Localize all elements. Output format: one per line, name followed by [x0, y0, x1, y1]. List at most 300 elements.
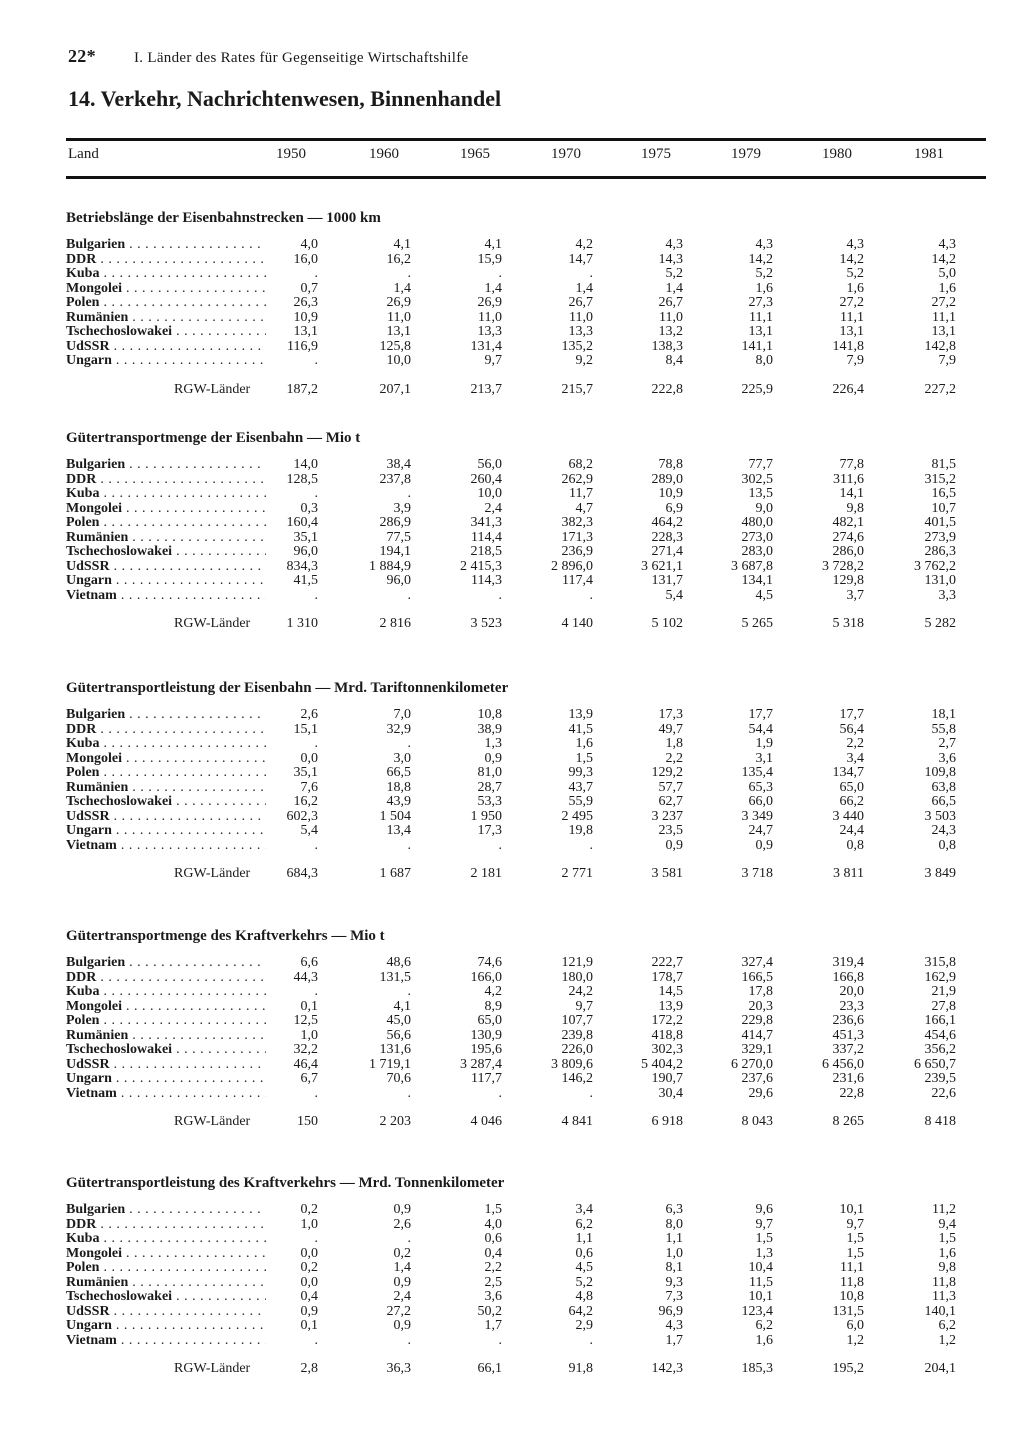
table-cell: . — [589, 266, 593, 281]
table-cell: 8,9 — [484, 998, 502, 1014]
table-cell: 401,5 — [924, 515, 956, 530]
table-cell: 142,8 — [924, 338, 956, 354]
table-cell: 32,2 — [293, 1042, 318, 1057]
table-row — [66, 766, 986, 781]
header-bottom-rule — [66, 176, 986, 179]
table-cell: . — [314, 1332, 318, 1348]
table-cell: . — [407, 1085, 411, 1101]
table-cell: 1,4 — [665, 280, 683, 296]
table-cell: 131,5 — [832, 1303, 864, 1319]
table-cell: 3 809,6 — [551, 1056, 593, 1072]
table-cell: 0,2 — [300, 1202, 318, 1217]
table-cell: 56,6 — [386, 1027, 411, 1043]
total-cell: 8 265 — [832, 1114, 864, 1129]
table-cell: 66,2 — [839, 794, 864, 809]
table-cell: 38,4 — [386, 457, 411, 472]
table-cell: 26,7 — [568, 295, 593, 310]
table-cell: 6 650,7 — [914, 1056, 956, 1072]
table-cell: 24,3 — [931, 823, 956, 838]
table-cell: 13,4 — [386, 823, 411, 838]
table-cell: 6,2 — [755, 1318, 773, 1333]
table-cell: 0,9 — [393, 1274, 411, 1290]
table-cell: 6 456,0 — [822, 1056, 864, 1072]
country-label: DDR . . . — [66, 253, 266, 268]
table-row — [66, 1058, 986, 1073]
section-title: Gütertransportmenge der Eisenbahn — Mio t — [66, 430, 361, 446]
table-row — [66, 1029, 986, 1044]
table-cell: 99,3 — [568, 765, 593, 780]
table-title: 14. Verkehr, Nachrichtenwesen, Binnenhandel — [68, 86, 502, 111]
table-cell: 236,6 — [832, 1013, 864, 1028]
table-row — [66, 824, 986, 839]
table-cell: 3 287,4 — [460, 1056, 502, 1072]
table-cell: 0,9 — [755, 837, 773, 853]
table-cell: 11,5 — [749, 1274, 773, 1290]
table-cell: 0,8 — [938, 837, 956, 853]
table-cell: 218,5 — [470, 544, 502, 559]
table-cell: 17,7 — [748, 707, 773, 722]
table-cell: . — [314, 984, 318, 999]
table-cell: 0,7 — [300, 280, 318, 296]
total-cell: 91,8 — [568, 1361, 593, 1376]
running-title: I. Länder des Rates für Gegenseitige Wirtschaftshilfe — [133, 50, 469, 66]
table-cell: 3 728,2 — [822, 558, 864, 574]
year-header: 1965 — [460, 146, 490, 162]
table-cell: 237,8 — [379, 471, 411, 487]
table-cell: 13,1 — [931, 324, 956, 339]
table-row — [66, 574, 986, 589]
table-cell: 14,5 — [658, 984, 683, 999]
table-row — [66, 340, 986, 355]
total-cell: 3 581 — [651, 866, 683, 881]
table-cell: 131,6 — [379, 1042, 411, 1057]
table-cell: 17,3 — [658, 707, 683, 722]
table-cell: 78,8 — [658, 457, 683, 472]
total-cell: 1 310 — [286, 616, 318, 631]
table-cell: 131,5 — [379, 969, 411, 985]
table-cell: 54,4 — [748, 721, 773, 737]
table-cell: 1,0 — [665, 1245, 683, 1261]
table-cell: 5,4 — [300, 823, 318, 838]
table-cell: 114,4 — [471, 529, 502, 545]
table-cell: 10,8 — [839, 1289, 864, 1304]
table-cell: 4,8 — [575, 1289, 593, 1304]
country-label: Ungarn . . . — [66, 574, 266, 589]
table-cell: 5,2 — [755, 266, 773, 281]
table-cell: 8,0 — [665, 1216, 683, 1232]
total-cell: 204,1 — [924, 1361, 956, 1376]
country-label: Vietnam . . . — [66, 589, 266, 604]
table-cell: 286,0 — [832, 544, 864, 559]
table-cell: . — [314, 837, 318, 853]
table-row — [66, 267, 986, 282]
table-row — [66, 708, 986, 723]
table-cell: . — [407, 1231, 411, 1246]
country-label: Mongolei . . . — [66, 282, 266, 297]
table-cell: 55,8 — [931, 721, 956, 737]
country-label: Polen . . . — [66, 516, 266, 531]
country-label: Mongolei . . . — [66, 752, 266, 767]
table-cell: . — [589, 587, 593, 603]
table-cell: . — [589, 837, 593, 853]
table-cell: 0,0 — [300, 1274, 318, 1290]
total-cell: 684,3 — [286, 866, 318, 881]
table-cell: 1 884,9 — [369, 558, 411, 574]
table-cell: 41,5 — [293, 573, 318, 588]
table-cell: 327,4 — [741, 955, 773, 970]
table-cell: 38,9 — [477, 721, 502, 737]
table-cell: 13,1 — [839, 324, 864, 339]
table-cell: 1,4 — [575, 280, 593, 296]
table-row — [66, 296, 986, 311]
table-cell: 262,9 — [561, 471, 593, 487]
table-cell: 3,4 — [575, 1202, 593, 1217]
table-cell: . — [407, 486, 411, 501]
table-cell: 9,2 — [575, 353, 593, 368]
table-cell: 2 415,3 — [460, 558, 502, 574]
table-row — [66, 1261, 986, 1276]
table-cell: 20,3 — [748, 998, 773, 1014]
table-cell: 4,7 — [575, 500, 593, 516]
table-cell: 11,8 — [840, 1274, 864, 1290]
table-cell: 14,7 — [568, 251, 593, 267]
table-cell: 13,9 — [568, 707, 593, 722]
table-cell: 454,6 — [924, 1027, 956, 1043]
total-cell: 187,2 — [286, 381, 318, 397]
country-label: Rumänien . . . — [66, 1276, 266, 1291]
table-cell: 8,0 — [755, 353, 773, 368]
total-cell: 5 102 — [651, 616, 683, 631]
table-cell: 0,1 — [300, 998, 318, 1014]
total-row — [66, 1111, 986, 1133]
table-cell: 414,7 — [741, 1027, 773, 1043]
page-number: 22* — [68, 46, 96, 66]
country-label: Kuba . . . — [66, 985, 266, 1000]
table-cell: . — [498, 837, 502, 853]
table-cell: 56,4 — [839, 721, 864, 737]
table-cell: . — [314, 1085, 318, 1101]
table-row — [66, 810, 986, 825]
table-cell: 1,0 — [300, 1216, 318, 1232]
table-row — [66, 545, 986, 560]
table-cell: 3 440 — [832, 808, 864, 824]
table-cell: 4,3 — [938, 237, 956, 252]
table-cell: 4,1 — [484, 237, 502, 252]
total-label: RGW-Länder — [174, 381, 251, 397]
total-cell: 66,1 — [477, 1361, 502, 1376]
total-cell: 3 849 — [924, 866, 956, 881]
year-header: 1960 — [369, 146, 399, 162]
table-cell: 11,3 — [932, 1289, 956, 1304]
table-cell: 24,2 — [568, 984, 593, 999]
table-cell: 96,0 — [386, 573, 411, 588]
table-cell: 1,6 — [755, 1332, 773, 1348]
table-cell: . — [314, 736, 318, 751]
table-cell: 3 687,8 — [731, 558, 773, 574]
table-cell: 4,3 — [665, 1318, 683, 1333]
table-cell: 65,3 — [748, 779, 773, 795]
total-row — [66, 613, 986, 635]
country-label: Tschechoslowakei . . . — [66, 1043, 266, 1058]
table-cell: 116,9 — [287, 338, 318, 354]
table-cell: 286,9 — [379, 515, 411, 530]
country-label: Bulgarien . . . — [66, 238, 266, 253]
table-cell: 302,5 — [741, 471, 773, 487]
table-cell: . — [589, 1332, 593, 1348]
table-section — [66, 430, 986, 635]
country-label: Vietnam . . . — [66, 1087, 266, 1102]
table-cell: 311,6 — [833, 471, 864, 487]
table-cell: 283,0 — [741, 544, 773, 559]
country-label: Kuba . . . — [66, 267, 266, 282]
country-label: Polen . . . — [66, 766, 266, 781]
table-cell: 81,0 — [477, 765, 502, 780]
total-cell: 2 816 — [379, 616, 411, 631]
table-cell: . — [498, 587, 502, 603]
table-cell: 1,0 — [300, 1027, 318, 1043]
total-cell: 3 718 — [741, 866, 773, 881]
table-cell: 77,7 — [748, 457, 773, 472]
table-cell: 0,4 — [484, 1245, 502, 1261]
table-cell: 5,4 — [665, 587, 683, 603]
total-cell: 222,8 — [651, 381, 683, 397]
table-row — [66, 325, 986, 340]
table-cell: 16,0 — [293, 251, 318, 267]
table-cell: 11,0 — [387, 309, 411, 325]
table-cell: 5,0 — [938, 266, 956, 281]
country-label: DDR . . . — [66, 971, 266, 986]
table-cell: 70,6 — [386, 1071, 411, 1086]
table-cell: 1,5 — [755, 1231, 773, 1246]
total-cell: 5 265 — [741, 616, 773, 631]
table-cell: 11,1 — [840, 309, 864, 325]
table-cell: 602,3 — [286, 808, 318, 824]
table-row — [66, 516, 986, 531]
table-cell: 315,2 — [924, 471, 956, 487]
table-cell: 10,9 — [293, 309, 318, 325]
table-cell: 274,6 — [832, 529, 864, 545]
total-cell: 1 687 — [379, 866, 411, 881]
table-cell: 6,7 — [300, 1071, 318, 1086]
table-cell: 382,3 — [561, 515, 593, 530]
total-row — [66, 863, 986, 885]
table-cell: 17,3 — [477, 823, 502, 838]
table-cell: 11,7 — [569, 486, 593, 501]
table-cell: 2,2 — [484, 1260, 502, 1275]
table-cell: 43,7 — [568, 779, 593, 795]
table-cell: 23,3 — [839, 998, 864, 1014]
table-cell: 2,4 — [484, 500, 502, 516]
table-cell: 171,3 — [561, 529, 593, 545]
table-cell: 10,4 — [748, 1260, 773, 1275]
table-cell: 6,2 — [938, 1318, 956, 1333]
table-cell: 1,2 — [938, 1332, 956, 1348]
table-cell: 1,6 — [846, 280, 864, 296]
table-cell: 356,2 — [924, 1042, 956, 1057]
table-cell: 10,0 — [386, 353, 411, 368]
table-cell: 1,1 — [665, 1231, 683, 1246]
table-cell: . — [407, 266, 411, 281]
table-cell: 114,3 — [471, 573, 502, 588]
table-cell: 4,5 — [575, 1260, 593, 1275]
country-label: Vietnam . . . — [66, 1334, 266, 1349]
total-cell: 4 140 — [561, 616, 593, 631]
table-cell: 239,5 — [924, 1071, 956, 1086]
total-cell: 4 841 — [561, 1114, 593, 1129]
table-cell: . — [407, 984, 411, 999]
table-cell: 0,6 — [575, 1245, 593, 1261]
table-cell: 166,8 — [832, 969, 864, 985]
total-cell: 225,9 — [741, 381, 773, 397]
table-cell: . — [314, 266, 318, 281]
table-cell: 146,2 — [561, 1071, 593, 1086]
country-label: DDR . . . — [66, 1218, 266, 1233]
table-cell: 3,4 — [846, 750, 864, 766]
table-cell: 10,1 — [839, 1202, 864, 1217]
total-cell: 226,4 — [832, 381, 864, 397]
table-cell: 1,5 — [484, 1202, 502, 1217]
table-cell: 172,2 — [651, 1013, 683, 1028]
table-cell: 13,3 — [477, 324, 502, 339]
table-cell: 15,9 — [477, 251, 502, 267]
table-cell: 4,2 — [484, 984, 502, 999]
table-cell: . — [407, 587, 411, 603]
table-cell: 117,7 — [471, 1071, 502, 1086]
table-cell: 65,0 — [839, 779, 864, 795]
table-row — [66, 1290, 986, 1305]
total-cell: 195,2 — [832, 1361, 864, 1376]
table-cell: 2,6 — [393, 1216, 411, 1232]
table-section — [66, 210, 986, 401]
country-label: Kuba . . . — [66, 487, 266, 502]
table-cell: 3 621,1 — [641, 558, 683, 574]
table-section — [66, 680, 986, 885]
table-cell: 1,5 — [846, 1231, 864, 1246]
table-cell: 9,7 — [484, 353, 502, 368]
table-cell: 50,2 — [477, 1303, 502, 1319]
table-cell: 125,8 — [379, 338, 411, 354]
country-label: Kuba . . . — [66, 1232, 266, 1247]
table-cell: 96,0 — [293, 544, 318, 559]
total-cell: 4 046 — [470, 1114, 502, 1129]
table-cell: 41,5 — [568, 721, 593, 737]
section-title: Betriebslänge der Eisenbahnstrecken — 1000 km — [66, 210, 381, 226]
table-cell: 4,3 — [665, 237, 683, 252]
country-label: DDR . . . — [66, 473, 266, 488]
total-label: RGW-Länder — [174, 616, 251, 631]
total-cell: 227,2 — [924, 381, 956, 397]
table-cell: 1,6 — [938, 1245, 956, 1261]
country-label: UdSSR . . . — [66, 1305, 266, 1320]
country-label: Mongolei . . . — [66, 1247, 266, 1262]
table-cell: 1,9 — [755, 736, 773, 751]
table-cell: 9,7 — [846, 1216, 864, 1232]
table-cell: 1,6 — [938, 280, 956, 296]
year-header: 1979 — [731, 146, 761, 162]
table-cell: 18,1 — [931, 707, 956, 722]
table-cell: 10,0 — [477, 486, 502, 501]
table-row — [66, 752, 986, 767]
table-cell: 48,6 — [386, 955, 411, 970]
table-cell: 0,0 — [300, 750, 318, 766]
country-label: Ungarn . . . — [66, 1319, 266, 1334]
table-cell: 1,4 — [484, 280, 502, 296]
country-label: Rumänien . . . — [66, 531, 266, 546]
table-cell: 286,3 — [924, 544, 956, 559]
total-cell: 5 282 — [924, 616, 956, 631]
country-label: Vietnam . . . — [66, 839, 266, 854]
table-cell: 64,2 — [568, 1303, 593, 1319]
table-cell: 46,4 — [293, 1056, 318, 1072]
section-title: Gütertransportmenge des Kraftverkehrs — Mio t — [66, 928, 385, 944]
table-cell: 3,3 — [938, 587, 956, 603]
table-cell: 11,0 — [659, 309, 683, 325]
table-cell: 162,9 — [924, 969, 956, 985]
total-cell: 6 918 — [651, 1114, 683, 1129]
table-cell: 231,6 — [832, 1071, 864, 1086]
table-cell: 1,4 — [393, 1260, 411, 1275]
table-cell: 12,5 — [293, 1013, 318, 1028]
table-cell: 1,3 — [484, 736, 502, 751]
table-cell: 0,4 — [300, 1289, 318, 1304]
country-label: Tschechoslowakei . . . — [66, 795, 266, 810]
table-cell: 228,3 — [651, 529, 683, 545]
table-cell: 35,1 — [293, 765, 318, 780]
table-cell: 8,4 — [665, 353, 683, 368]
table-cell: 7,6 — [300, 779, 318, 795]
table-cell: 11,0 — [478, 309, 502, 325]
table-cell: 3,7 — [846, 587, 864, 603]
table-row — [66, 1218, 986, 1233]
total-cell: 8 418 — [924, 1114, 956, 1129]
total-cell: 3 811 — [833, 866, 864, 881]
table-cell: 56,0 — [477, 457, 502, 472]
table-cell: 1,4 — [393, 280, 411, 296]
table-section — [66, 928, 986, 1133]
table-cell: 109,8 — [924, 765, 956, 780]
table-row — [66, 311, 986, 326]
running-header — [68, 46, 468, 67]
table-cell: 131,7 — [651, 573, 683, 588]
year-header: 1981 — [914, 146, 944, 162]
table-cell: . — [314, 587, 318, 603]
table-cell: 23,5 — [658, 823, 683, 838]
table-cell: 9,0 — [755, 500, 773, 516]
table-cell: 2,5 — [484, 1274, 502, 1290]
table-cell: 3 503 — [924, 808, 956, 824]
table-cell: 3,9 — [393, 500, 411, 516]
total-cell: 2 203 — [379, 1114, 411, 1129]
table-cell: 319,4 — [832, 955, 864, 970]
table-cell: 30,4 — [658, 1085, 683, 1101]
table-cell: 22,6 — [931, 1085, 956, 1101]
table-cell: 66,5 — [931, 794, 956, 809]
table-cell: 1,8 — [665, 736, 683, 751]
table-cell: 27,2 — [839, 295, 864, 310]
total-cell: 207,1 — [379, 381, 411, 397]
table-cell: 160,4 — [286, 515, 318, 530]
year-header: 1970 — [551, 146, 581, 162]
table-cell: 138,3 — [651, 338, 683, 354]
table-cell: 13,5 — [748, 486, 773, 501]
table-cell: 16,2 — [293, 794, 318, 809]
table-row — [66, 238, 986, 253]
table-section — [66, 1175, 986, 1380]
table-cell: 13,1 — [386, 324, 411, 339]
table-cell: 0,9 — [300, 1303, 318, 1319]
table-cell: 17,7 — [839, 707, 864, 722]
table-cell: 1,7 — [484, 1318, 502, 1333]
